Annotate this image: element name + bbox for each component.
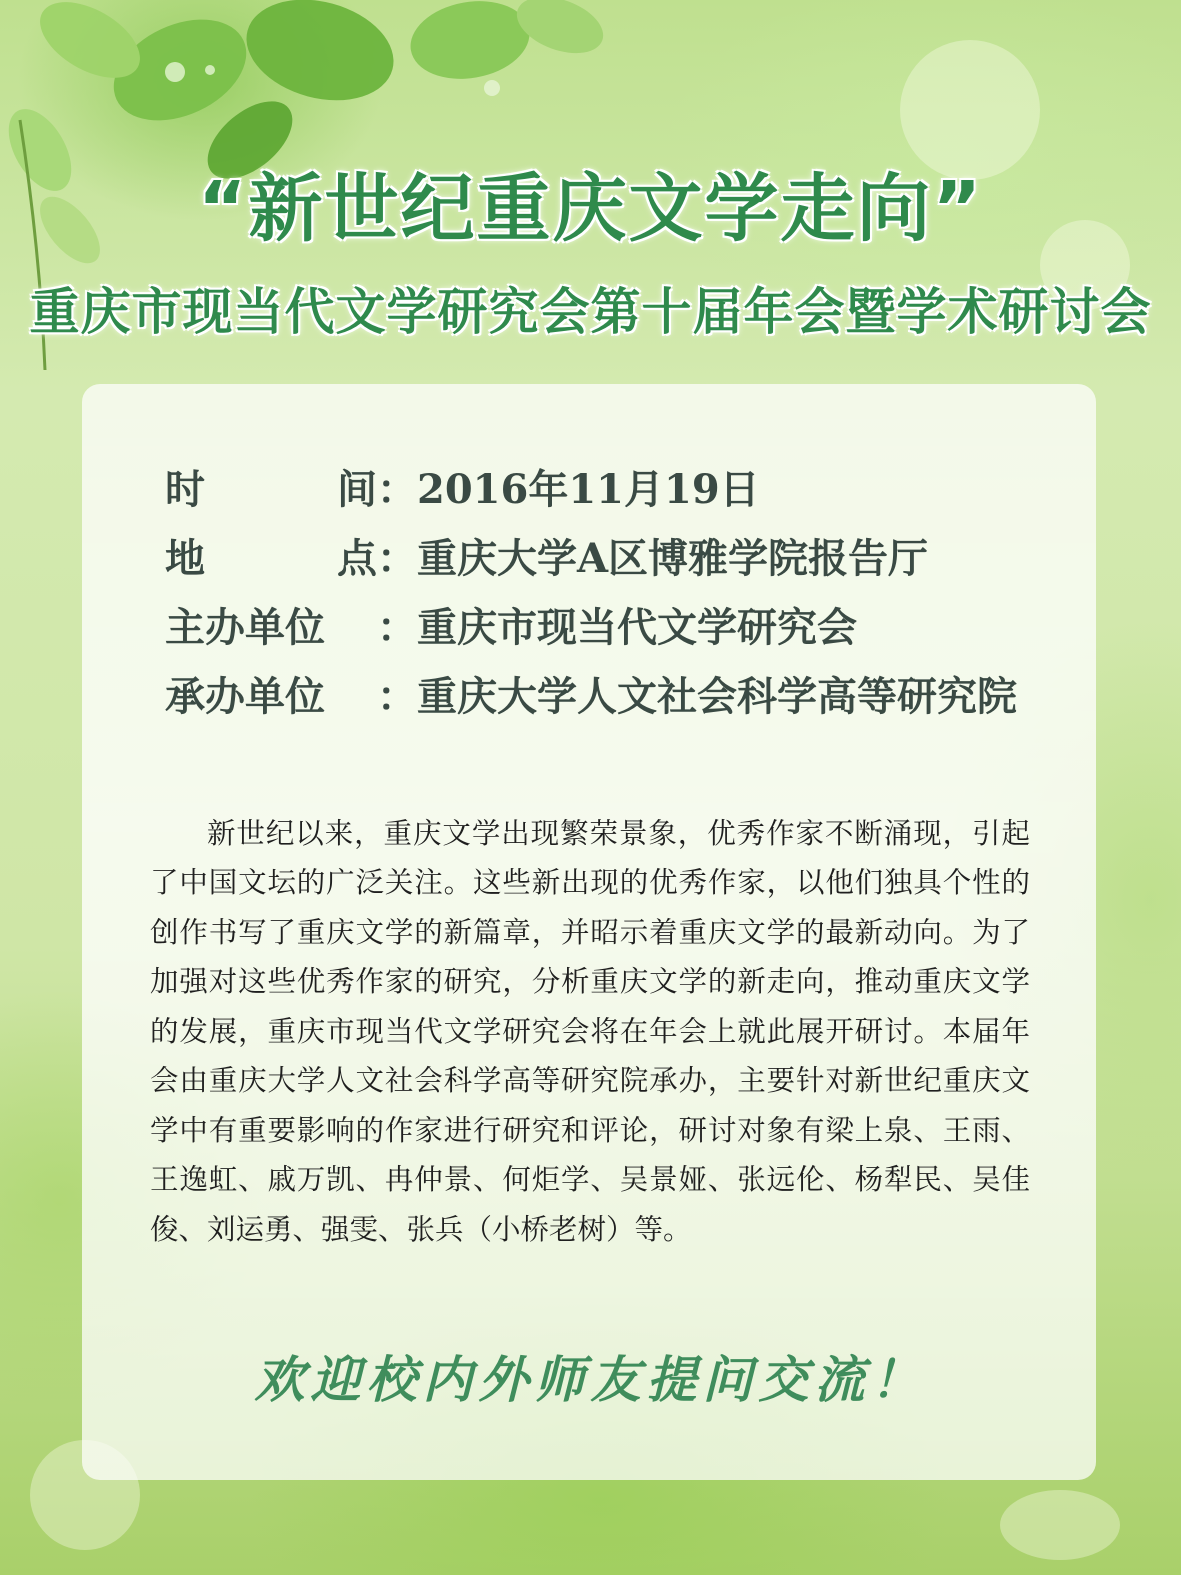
detail-row-organizer — [165, 596, 1017, 665]
detail-label-last: 点 — [337, 535, 377, 582]
detail-row-location — [165, 527, 1017, 596]
bokeh-light — [1000, 1490, 1120, 1560]
detail-colon: ： — [377, 673, 417, 720]
detail-colon: ： — [377, 604, 417, 651]
event-description: 新世纪以来，重庆文学出现繁荣景象，优秀作家不断涌现，引起了中国文坛的广泛关注。这些新出现的优秀作家，以他们独具个性的创作书写了重庆文学的新篇章，并昭示着重庆文学的最新动向。为了加强对这些优秀作家的研究，分析重庆文学的新走向，推动重庆文学的发展，重庆市现当代文学研究会将在年会上就此展开研讨。本届年会由重庆大学人文社会科学高等研究院承办，主要针对新世纪重庆文学中有重要影响的作家进行研究和评论，研讨对象有梁上泉、王雨、王逸虹、戚万凯、冉仲景、何炬学、吴景娅、张远伦、杨犁民、吴佳俊、刘运勇、强雯、张兵（小桥老树）等。 — [150, 816, 1030, 1246]
detail-colon: ： — [377, 535, 417, 582]
detail-label-last: 间 — [337, 466, 377, 513]
detail-label — [165, 596, 377, 653]
detail-label-first: 地 — [165, 535, 205, 582]
detail-label-first: 时 — [165, 466, 205, 513]
poster-title: “新世纪重庆文学走向” — [197, 166, 984, 252]
detail-label — [165, 527, 377, 584]
detail-label-first: 承办单位 — [165, 673, 325, 720]
detail-row-time — [165, 458, 1017, 527]
detail-colon: ： — [377, 466, 417, 513]
detail-row-host — [165, 665, 1017, 734]
detail-value-organizer: 重庆市现当代文学研究会 — [417, 604, 857, 651]
event-details — [165, 458, 1017, 734]
detail-label-first: 主办单位 — [165, 604, 325, 651]
detail-label — [165, 665, 377, 722]
detail-value-time: 2016年11月19日 — [417, 466, 760, 513]
welcome-message: 欢迎校内外师友提问交流！ — [254, 1350, 927, 1409]
detail-value-host: 重庆大学人文社会科学高等研究院 — [417, 673, 1017, 720]
detail-value-location: 重庆大学A区博雅学院报告厅 — [417, 535, 929, 582]
detail-label — [165, 458, 377, 515]
poster-subtitle: 重庆市现当代文学研究会第十届年会暨学术研讨会 — [29, 283, 1152, 341]
